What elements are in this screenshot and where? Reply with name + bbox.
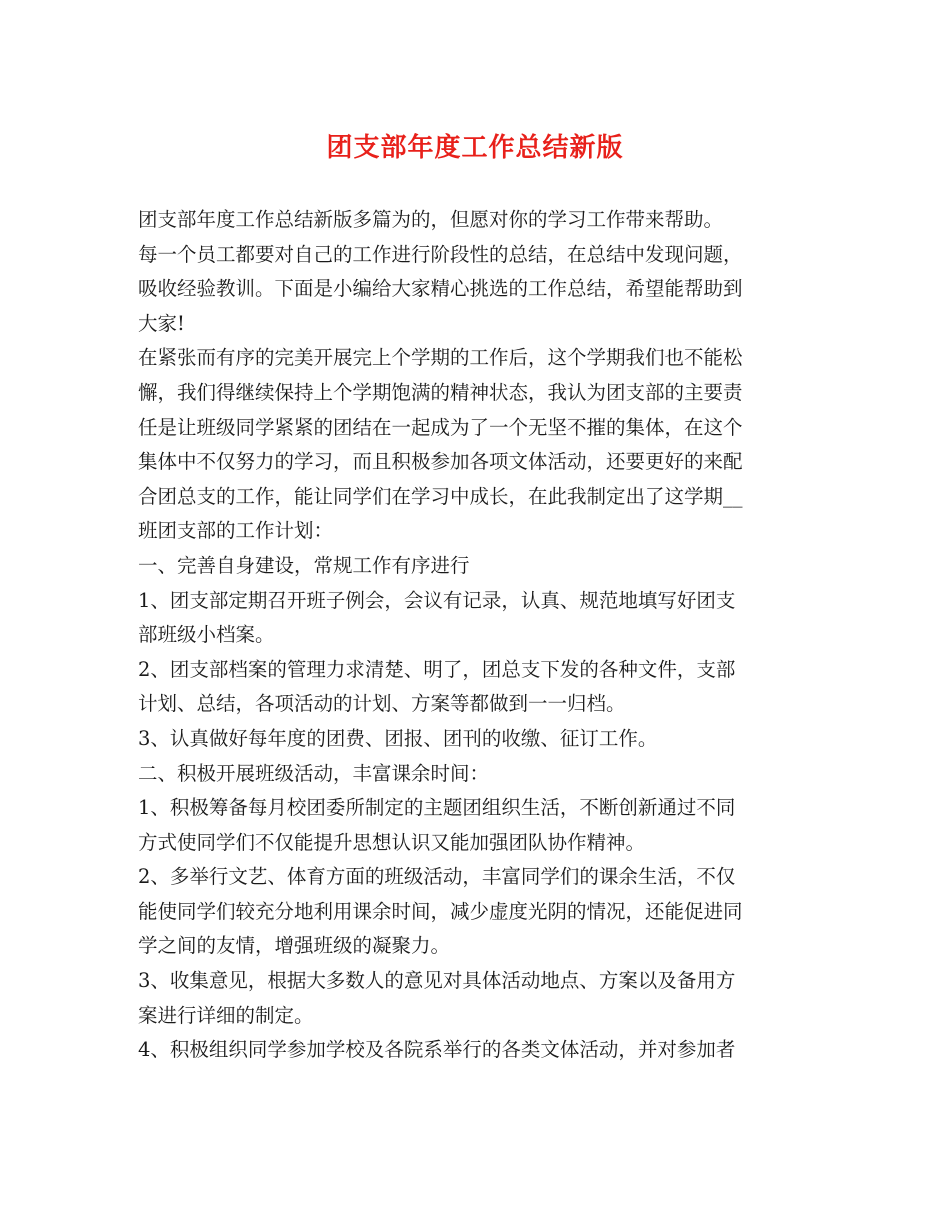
text-line: 吸收经验教训。下面是小编给大家精心挑选的工作总结，希望能帮助到: [138, 277, 743, 301]
text-line: 每一个员工都要对自己的工作进行阶段性的总结，在总结中发现问题，: [138, 242, 743, 266]
text-line: 1、积极筹备每月校团委所制定的主题团组织生活，不断创新通过不同: [138, 796, 736, 820]
text-line: 集体中不仅努力的学习，而且积极参加各项文体活动，还要更好的来配: [138, 450, 743, 474]
text-line: 大家!: [138, 311, 185, 335]
text-line: 团支部年度工作总结新版多篇为的，但愿对你的学习工作带来帮助。: [138, 208, 724, 231]
text-line: 合团总支的工作，能让同学们在学习中成长，在此我制定出了这学期__: [138, 484, 743, 508]
text-line: 方式使同学们不仅能提升思想认识又能加强团队协作精神。: [138, 830, 646, 854]
text-line: 1、团支部定期召开班子例会，会议有记录，认真、规范地填写好团支: [138, 588, 736, 612]
text-line: 任是让班级同学紧紧的团结在一起成为了一个无坚不摧的集体，在这个: [138, 415, 743, 439]
text-line: 2、团支部档案的管理力求清楚、明了，团总支下发的各种文件，支部: [138, 657, 736, 681]
text-line: 3、收集意见，根据大多数人的意见对具体活动地点、方案以及备用方: [138, 969, 736, 993]
text-line: 能使同学们较充分地利用课余时间，减少虚度光阴的情况，还能促进同: [138, 899, 743, 923]
text-line: 3、认真做好每年度的团费、团报、团刊的收缴、征订工作。: [138, 726, 658, 750]
section-heading: 二、积极开展班级活动，丰富课余时间：: [138, 761, 490, 785]
text-line: 案进行详细的制定。: [138, 1003, 314, 1027]
text-line: 在紧张而有序的完美开展完上个学期的工作后，这个学期我们也不能松: [138, 346, 743, 370]
text-line: 班团支部的工作计划：: [138, 519, 334, 543]
text-line: 懈，我们得继续保持上个学期饱满的精神状态，我认为团支部的主要责: [138, 380, 743, 404]
section-heading: 一、完善自身建设，常规工作有序进行: [138, 553, 470, 577]
document-title: 团支部年度工作总结新版: [326, 133, 624, 163]
text-line: 计划、总结，各项活动的计划、方案等都做到一一归档。: [138, 692, 626, 716]
text-line: 学之间的友情，增强班级的凝聚力。: [138, 934, 451, 958]
document-body: [138, 203, 818, 1068]
text-line: 2、多举行文艺、体育方面的班级活动，丰富同学们的课余生活，不仅: [138, 865, 736, 889]
text-line: 4、积极组织同学参加学校及各院系举行的各类文体活动，并对参加者: [138, 1038, 736, 1062]
text-line: 部班级小档案。: [138, 623, 275, 647]
